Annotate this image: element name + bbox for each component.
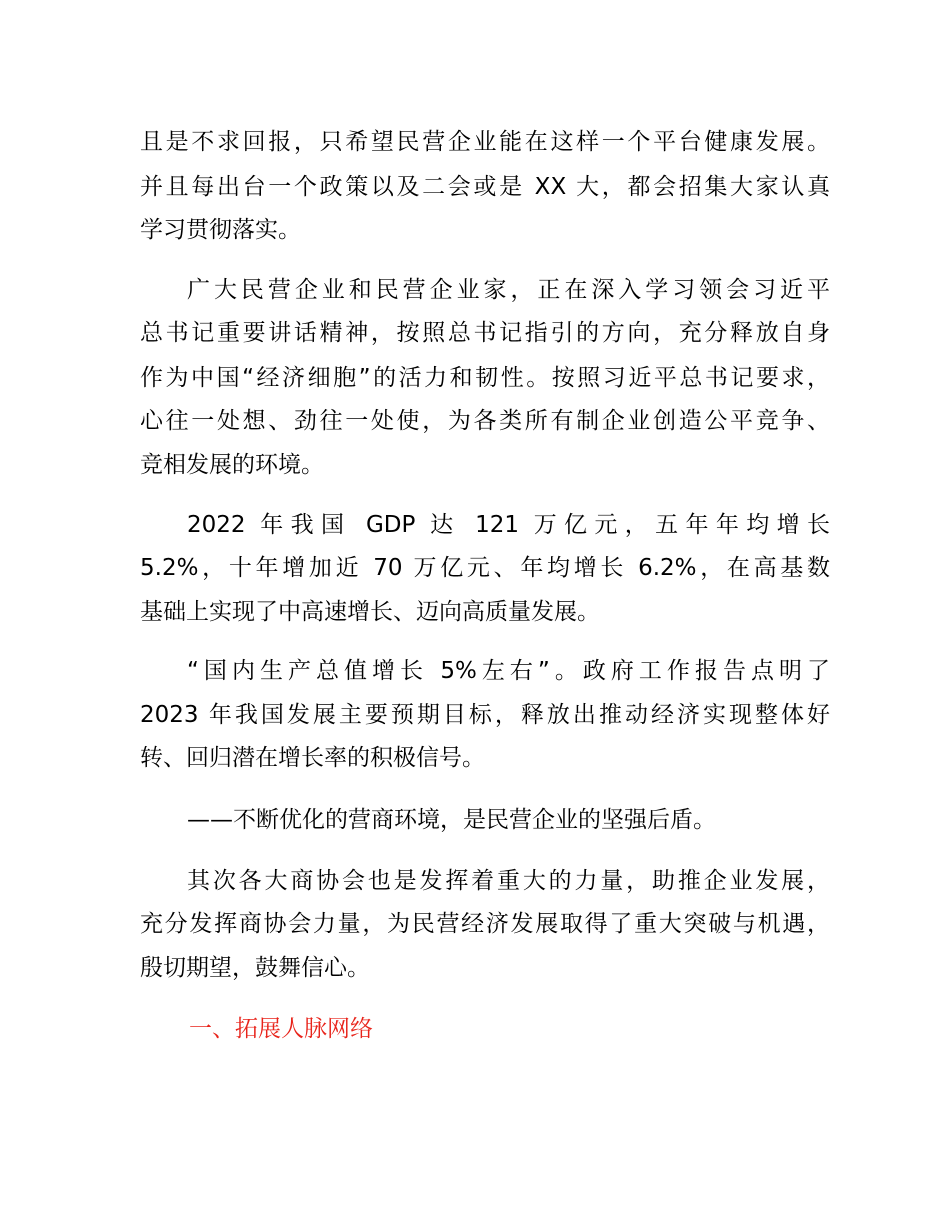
paragraph-2-line-3: 作为中国“经济细胞”的活力和韧性。按照习近平总书记要求， — [140, 365, 830, 391]
paragraph-4-line-2: 2023 年我国发展主要预期目标，释放出推动经济实现整体好 — [140, 702, 830, 728]
section-heading: 一、拓展人脉网络 — [189, 1016, 373, 1042]
paragraph-2-line-1: 广大民营企业和民营企业家，正在深入学习领会习近平 — [187, 277, 830, 303]
paragraph-1-line-1: 且是不求回报，只希望民营企业能在这样一个平台健康发展。 — [140, 129, 830, 155]
paragraph-3-line-1: 2022 年我国 GDP 达 121 万亿元，五年年均增长 — [187, 512, 830, 538]
paragraph-2-line-4: 心往一处想、劲往一处使，为各类所有制企业创造公平竞争、 — [140, 408, 830, 434]
paragraph-3-line-3: 基础上实现了中高速增长、迈向高质量发展。 — [140, 599, 600, 625]
paragraph-3-line-2: 5.2%，十年增加近 70 万亿元、年均增长 6.2%，在高基数 — [140, 555, 830, 581]
paragraph-5-line-1: ——不断优化的营商环境，是民营企业的坚强后盾。 — [187, 807, 716, 833]
paragraph-6-line-3: 殷切期望，鼓舞信心。 — [140, 955, 370, 981]
paragraph-2-line-5: 竞相发展的环境。 — [140, 452, 324, 478]
paragraph-1-line-2: 并且每出台一个政策以及二会或是 XX 大，都会招集大家认真 — [140, 174, 830, 200]
paragraph-2-line-2: 总书记重要讲话精神，按照总书记指引的方向，充分释放自身 — [140, 320, 830, 346]
paragraph-1-line-3: 学习贯彻落实。 — [140, 217, 301, 243]
paragraph-6-line-1: 其次各大商协会也是发挥着重大的力量，助推企业发展， — [187, 868, 830, 894]
paragraph-4-line-1: “国内生产总值增长 5%左右”。政府工作报告点明了 — [187, 658, 830, 684]
paragraph-6-line-2: 充分发挥商协会力量，为民营经济发展取得了重大突破与机遇， — [140, 911, 830, 937]
paragraph-4-line-3: 转、回归潜在增长率的积极信号。 — [140, 745, 485, 771]
